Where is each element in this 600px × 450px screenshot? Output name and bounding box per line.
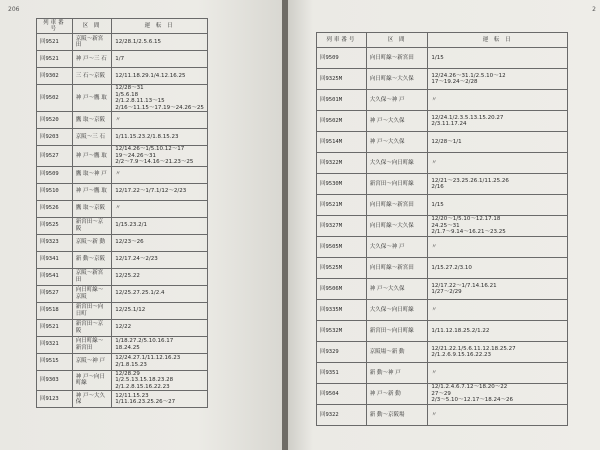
table-row bbox=[37, 85, 208, 112]
section-cell: 鷹 取～京阪 bbox=[72, 112, 112, 129]
table-row bbox=[37, 391, 208, 408]
column-header-operating-days: 運 転 日 bbox=[428, 33, 568, 48]
operating-days-cell: 12/28～1/1 bbox=[428, 132, 568, 153]
table-row bbox=[37, 217, 208, 234]
train-number-cell: 回9509 bbox=[317, 48, 367, 69]
page-number: 206 bbox=[8, 6, 20, 13]
section-cell: 向日町線～京阪 bbox=[72, 285, 112, 302]
table-row bbox=[37, 166, 208, 183]
right-page bbox=[288, 0, 600, 450]
train-number-cell: 回9530M bbox=[317, 174, 367, 195]
column-header-operating-days: 運 転 日 bbox=[112, 19, 208, 34]
section-cell: 新 動～京阪場 bbox=[366, 405, 428, 426]
table-row bbox=[317, 69, 568, 90]
table-row bbox=[317, 363, 568, 384]
table-row bbox=[317, 405, 568, 426]
section-cell: 神 戸～大久保 bbox=[366, 132, 428, 153]
train-number-cell: 回9123 bbox=[37, 391, 73, 408]
section-cell: 神 戸～新 動 bbox=[366, 384, 428, 405]
schedule-table bbox=[316, 32, 568, 426]
section-cell: 京阪場～新 動 bbox=[366, 342, 428, 363]
table-row bbox=[317, 300, 568, 321]
table-header-row bbox=[317, 33, 568, 48]
operating-days-cell: 〃 bbox=[428, 90, 568, 111]
column-header-train-number: 列車番号 bbox=[317, 33, 367, 48]
train-number-cell: 回9515 bbox=[37, 353, 73, 370]
section-cell: 大久保～神 戸 bbox=[366, 237, 428, 258]
section-cell: 大久保～向日町線 bbox=[366, 300, 428, 321]
section-cell: 向日町線～新宮田 bbox=[366, 48, 428, 69]
train-number-cell: 回9323 bbox=[37, 234, 73, 251]
table-row bbox=[317, 216, 568, 237]
table-row bbox=[317, 174, 568, 195]
operating-days-cell: 12/14.26～1/5.10.12～17 19～24.26～31 2/2～7.9～14.16～21.23～25 bbox=[112, 146, 208, 167]
section-cell: 鷹 取～神 戸 bbox=[72, 166, 112, 183]
operating-days-cell: 12/24.26～31.1/2.5.10～12 17～19.24～2/28 bbox=[428, 69, 568, 90]
operating-days-cell: 1/11.15.23.2/1.8.15.23 bbox=[112, 129, 208, 146]
train-number-cell: 回9521 bbox=[37, 34, 73, 51]
table-row bbox=[37, 285, 208, 302]
train-number-cell: 回9325M bbox=[317, 69, 367, 90]
train-number-cell: 回9521M bbox=[317, 195, 367, 216]
train-number-cell: 回9527 bbox=[37, 285, 73, 302]
train-number-cell: 回9501M bbox=[317, 90, 367, 111]
page-number: 2 bbox=[592, 6, 596, 13]
train-number-cell: 回9505M bbox=[317, 237, 367, 258]
table-row bbox=[37, 353, 208, 370]
train-number-cell: 回9525 bbox=[37, 217, 73, 234]
train-number-cell: 回9335M bbox=[317, 300, 367, 321]
operating-days-cell: 12/17.22～1/7.1/12～2/23 bbox=[112, 183, 208, 200]
section-cell: 神 戸～鷹 取 bbox=[72, 146, 112, 167]
train-number-cell: 回9203 bbox=[37, 129, 73, 146]
operating-days-cell: 1/15.23.2/1 bbox=[112, 217, 208, 234]
table-row bbox=[317, 132, 568, 153]
train-number-cell: 回9526 bbox=[37, 200, 73, 217]
operating-days-cell: 〃 bbox=[428, 300, 568, 321]
section-cell: 新 動～神 戸 bbox=[366, 363, 428, 384]
operating-days-cell: 12/23～26 bbox=[112, 234, 208, 251]
table-row bbox=[317, 279, 568, 300]
section-cell: 京阪～神 戸 bbox=[72, 353, 112, 370]
table-row bbox=[37, 183, 208, 200]
column-header-train-number: 列車番号 bbox=[37, 19, 73, 34]
table-row bbox=[317, 48, 568, 69]
train-number-cell: 回9322M bbox=[317, 153, 367, 174]
column-header-section: 区 間 bbox=[72, 19, 112, 34]
operating-days-cell: 1/15 bbox=[428, 195, 568, 216]
operating-days-cell: 〃 bbox=[112, 200, 208, 217]
train-number-cell: 回9502M bbox=[317, 111, 367, 132]
section-cell: 向日町線～大久保 bbox=[366, 216, 428, 237]
operating-days-cell: 〃 bbox=[112, 166, 208, 183]
train-number-cell: 回9532M bbox=[317, 321, 367, 342]
operating-days-cell: 1/15 bbox=[428, 48, 568, 69]
table-row bbox=[37, 146, 208, 167]
train-number-cell: 回9322 bbox=[317, 405, 367, 426]
table-row bbox=[37, 34, 208, 51]
operating-days-cell: 〃 bbox=[428, 153, 568, 174]
operating-days-cell: 〃 bbox=[428, 405, 568, 426]
section-cell: 神 戸～鷹 取 bbox=[72, 85, 112, 112]
section-cell: 新宮田～京阪 bbox=[72, 319, 112, 336]
train-number-cell: 回9502 bbox=[37, 85, 73, 112]
section-cell: 新宮田～京阪 bbox=[72, 217, 112, 234]
train-number-cell: 回9341 bbox=[37, 251, 73, 268]
operating-days-cell: 12/25.1/12 bbox=[112, 302, 208, 319]
train-number-cell: 回9327M bbox=[317, 216, 367, 237]
train-number-cell: 回9504 bbox=[317, 384, 367, 405]
column-header-section: 区 間 bbox=[366, 33, 428, 48]
operating-days-cell: 12/17.24～2/23 bbox=[112, 251, 208, 268]
table-row bbox=[317, 90, 568, 111]
section-cell: 大久保～神 戸 bbox=[366, 90, 428, 111]
table-row bbox=[37, 251, 208, 268]
section-cell: 京阪～三 石 bbox=[72, 129, 112, 146]
operating-days-cell: 1/18.27.2/5.10.16.17 18.24.25 bbox=[112, 336, 208, 353]
section-cell: 神 戸～大久保 bbox=[72, 391, 112, 408]
table-row bbox=[317, 153, 568, 174]
left-page bbox=[0, 0, 282, 450]
operating-days-cell: 〃 bbox=[428, 363, 568, 384]
train-number-cell: 回9521 bbox=[37, 51, 73, 68]
section-cell: 向日町線～新宮田 bbox=[366, 258, 428, 279]
table-row bbox=[317, 237, 568, 258]
train-number-cell: 回9510 bbox=[37, 183, 73, 200]
section-cell: 新宮田～向日町線 bbox=[366, 321, 428, 342]
operating-days-cell: 12/25.27.25.1/2.4 bbox=[112, 285, 208, 302]
table-row bbox=[37, 200, 208, 217]
section-cell: 京阪～新宮田 bbox=[72, 34, 112, 51]
table-row bbox=[37, 302, 208, 319]
operating-days-cell: 12/28～31 1/5.6.18 2/1.2.8.11.13～15 2/16～11.15～17.19～24.26～25 bbox=[112, 85, 208, 112]
table-row bbox=[37, 319, 208, 336]
table-row bbox=[37, 268, 208, 285]
table-row bbox=[317, 111, 568, 132]
section-cell: 神 戸～向日町線 bbox=[72, 370, 112, 391]
operating-days-cell: 12/28.29 1/2.5.13.15.18.23.28 2/1.2.8.15.16.22.23 bbox=[112, 370, 208, 391]
section-cell: 京阪～新 動 bbox=[72, 234, 112, 251]
operating-days-cell: 12/1.2.4.6.7.12～18.20～22 27～29 2/3～5.10～12.17～18.24～26 bbox=[428, 384, 568, 405]
train-number-cell: 回9302 bbox=[37, 68, 73, 85]
operating-days-cell: 12/17.22～1/7.14.16.21 1/27～2/29 bbox=[428, 279, 568, 300]
section-cell: 京阪～新宮田 bbox=[72, 268, 112, 285]
train-number-cell: 回9527 bbox=[37, 146, 73, 167]
section-cell: 神 戸～大久保 bbox=[366, 111, 428, 132]
operating-days-cell: 12/22 bbox=[112, 319, 208, 336]
train-number-cell: 回9541 bbox=[37, 268, 73, 285]
section-cell: 向日町線～新宮田 bbox=[72, 336, 112, 353]
operating-days-cell: 12/11.15.23 1/11.16.23.25.26～27 bbox=[112, 391, 208, 408]
operating-days-cell: 12/24.27.1/11.12.16.23 2/1.8.15.23 bbox=[112, 353, 208, 370]
section-cell: 神 戸～大久保 bbox=[366, 279, 428, 300]
table-row bbox=[37, 112, 208, 129]
section-cell: 新 動～京阪 bbox=[72, 251, 112, 268]
train-number-cell: 回9525M bbox=[317, 258, 367, 279]
train-number-cell: 回9520 bbox=[37, 112, 73, 129]
table-row bbox=[317, 321, 568, 342]
table-row bbox=[317, 195, 568, 216]
operating-days-cell: 1/11.12.18.25.2/1.22 bbox=[428, 321, 568, 342]
train-number-cell: 回9509 bbox=[37, 166, 73, 183]
table-row bbox=[317, 258, 568, 279]
operating-days-cell: 〃 bbox=[428, 237, 568, 258]
operating-days-cell: 12/28.1/2.5.6.15 bbox=[112, 34, 208, 51]
train-number-cell: 回9351 bbox=[317, 363, 367, 384]
table-row bbox=[37, 129, 208, 146]
table-row bbox=[37, 51, 208, 68]
table-row bbox=[37, 68, 208, 85]
operating-days-cell: 12/25.22 bbox=[112, 268, 208, 285]
table-row bbox=[37, 234, 208, 251]
section-cell: 神 戸～三 石 bbox=[72, 51, 112, 68]
operating-days-cell: 12/11.18.29.1/4.12.16.25 bbox=[112, 68, 208, 85]
table-row bbox=[37, 370, 208, 391]
train-number-cell: 回9518 bbox=[37, 302, 73, 319]
operating-days-cell: 12/21.22.1/5.6.11.12.18.25.27 2/1.2.6.9.15.16.22.23 bbox=[428, 342, 568, 363]
operating-days-cell: 12/20～1/5.10～12.17.18 24.25～31 2/1.7～9.14～16.21～23.25 bbox=[428, 216, 568, 237]
train-number-cell: 回9303 bbox=[37, 370, 73, 391]
table-row bbox=[317, 384, 568, 405]
train-number-cell: 回9506M bbox=[317, 279, 367, 300]
section-cell: 向日町線～新宮田 bbox=[366, 195, 428, 216]
operating-days-cell: 1/7 bbox=[112, 51, 208, 68]
train-number-cell: 回9321 bbox=[37, 336, 73, 353]
table-row bbox=[37, 336, 208, 353]
schedule-table bbox=[36, 18, 208, 408]
train-number-cell: 回9521 bbox=[37, 319, 73, 336]
section-cell: 新宮田～向日町線 bbox=[366, 174, 428, 195]
section-cell: 大久保～向日町線 bbox=[366, 153, 428, 174]
section-cell: 鷹 取～京阪 bbox=[72, 200, 112, 217]
train-number-cell: 回9514M bbox=[317, 132, 367, 153]
table-header-row bbox=[37, 19, 208, 34]
operating-days-cell: 12/21～23.25.26.1/11.25.26 2/16 bbox=[428, 174, 568, 195]
operating-days-cell: 〃 bbox=[112, 112, 208, 129]
train-number-cell: 回9329 bbox=[317, 342, 367, 363]
section-cell: 神 戸～鷹 取 bbox=[72, 183, 112, 200]
section-cell: 三 石～京阪 bbox=[72, 68, 112, 85]
section-cell: 向日町線～大久保 bbox=[366, 69, 428, 90]
operating-days-cell: 12/24.1/2.3.5.13.15.20.27 2/3.11.17.24 bbox=[428, 111, 568, 132]
table-row bbox=[317, 342, 568, 363]
section-cell: 新宮田～向日町 bbox=[72, 302, 112, 319]
operating-days-cell: 1/15.27.2/3.10 bbox=[428, 258, 568, 279]
